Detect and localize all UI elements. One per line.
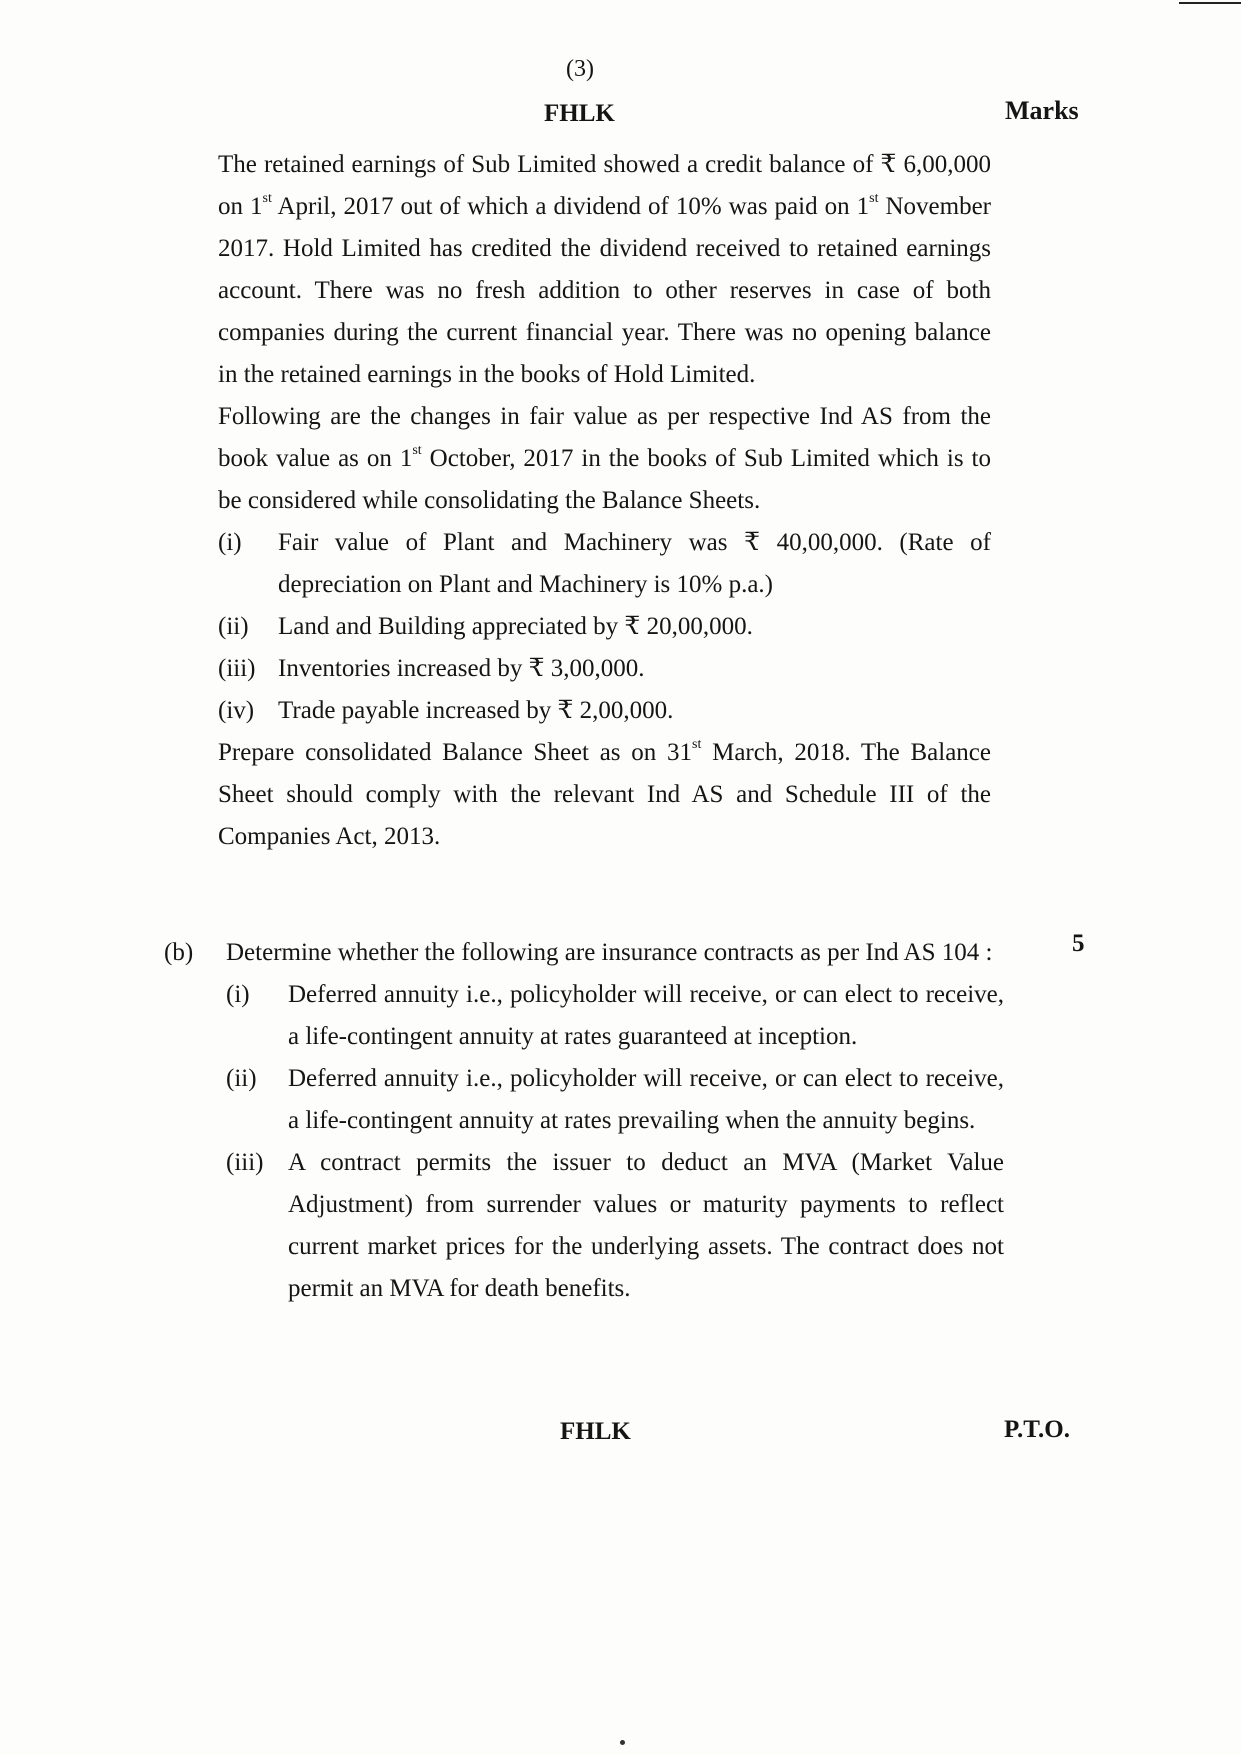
item-number: (i) xyxy=(226,981,250,1008)
page-number: (3) xyxy=(566,56,594,82)
item-number: (iii) xyxy=(226,1149,264,1176)
list-item xyxy=(218,522,991,606)
item-text: Inventories increased by ₹ 3,00,000. xyxy=(278,655,645,682)
list-item xyxy=(226,974,1004,1058)
item-text: Deferred annuity i.e., policyholder will receive, or can elect to receive, a life-contingent annuity at rates guaranteed at inception. xyxy=(288,981,1004,1050)
fair-value-paragraph: Following are the changes in fair value as per respective Ind AS from the book value as on 1st October, 2017 in the books of Sub Limited which is to be considered while consolidating the Balance Sheets. xyxy=(218,403,991,514)
marks-column-heading: Marks xyxy=(1005,96,1079,125)
item-text: Trade payable increased by ₹ 2,00,000. xyxy=(278,697,674,724)
insurance-contract-list xyxy=(226,974,1004,1310)
instruction-paragraph: Prepare consolidated Balance Sheet as on 31st March, 2018. The Balance Sheet should comply with the relevant Ind AS and Schedule III of the Companies Act, 2013. xyxy=(218,737,991,850)
item-number: (iv) xyxy=(218,697,255,724)
item-number: (ii) xyxy=(218,613,249,640)
scan-edge-line xyxy=(1179,2,1241,4)
list-item xyxy=(226,1058,1004,1142)
scan-speck xyxy=(620,1740,625,1745)
list-item xyxy=(218,648,991,690)
list-item xyxy=(218,606,991,648)
question-b-stem: Determine whether the following are insurance contracts as per Ind AS 104 : xyxy=(226,939,993,966)
item-number: (iii) xyxy=(218,655,256,682)
question-b xyxy=(164,932,1004,1310)
list-item xyxy=(218,690,991,732)
retained-earnings-paragraph: The retained earnings of Sub Limited showed a credit balance of ₹ 6,00,000 on 1st April, 2017 out of which a dividend of 10% was paid on 1st November 2017. Hold Limited has credited the dividend received to retained earnings account. There was no fresh addition to other reserves in case of both companies during the current financial year. There was no opening balance in the retained earnings in the books of Hold Limited. xyxy=(218,151,991,388)
item-text: Land and Building appreciated by ₹ 20,00,000. xyxy=(278,613,753,640)
please-turn-over: P.T.O. xyxy=(1004,1416,1070,1443)
item-number: (ii) xyxy=(226,1065,257,1092)
paper-code-header: FHLK xyxy=(544,100,615,127)
item-number: (i) xyxy=(218,529,242,556)
item-text: Deferred annuity i.e., policyholder will receive, or can elect to receive, a life-contingent annuity at rates prevailing when the annuity begins. xyxy=(288,1065,1004,1134)
question-label: (b) xyxy=(164,939,194,966)
question-a-continuation xyxy=(218,144,991,858)
paper-code-footer: FHLK xyxy=(560,1418,631,1445)
marks-value: 5 xyxy=(1072,930,1085,957)
item-text: Fair value of Plant and Machinery was ₹ 40,00,000. (Rate of depreciation on Plant and Machinery is 10% p.a.) xyxy=(278,529,991,598)
fair-value-changes-list xyxy=(218,522,991,732)
list-item xyxy=(226,1142,1004,1310)
item-text: A contract permits the issuer to deduct an MVA (Market Value Adjustment) from surrender values or maturity payments to reflect current market prices for the underlying assets. The contract does not permit an MVA for death benefits. xyxy=(288,1149,1004,1302)
